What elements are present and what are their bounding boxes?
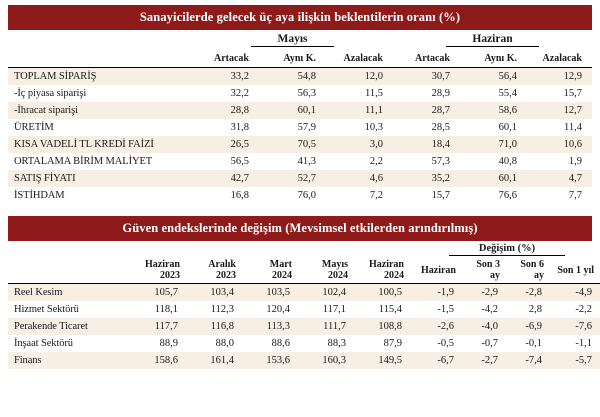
cell: 60,1 [460, 119, 527, 136]
cell: 57,3 [393, 153, 460, 170]
cell: 10,6 [527, 136, 592, 153]
cell: 32,2 [192, 85, 259, 102]
degisim-blank [300, 241, 356, 257]
degisim-blank [8, 241, 132, 257]
cell: 111,7 [300, 318, 356, 335]
cell: 33,2 [192, 68, 259, 86]
cell: 11,1 [326, 102, 393, 119]
expectations-table [8, 30, 592, 204]
cell: 71,0 [460, 136, 527, 153]
confidence-column-header-row [8, 257, 600, 284]
cell: 103,5 [244, 284, 300, 302]
cell: -1,5 [412, 301, 464, 318]
cell: 88,6 [244, 335, 300, 352]
cell: -0,7 [464, 335, 508, 352]
cell: -2,2 [552, 301, 600, 318]
cell: 87,9 [356, 335, 412, 352]
degisim-header: Değişim (%) [412, 241, 600, 257]
table-row [8, 187, 592, 204]
cell: -1,9 [412, 284, 464, 302]
confidence-title: Güven endekslerinde değişim (Mevsimsel etkilerden arındırılmış) [8, 216, 592, 241]
cell: 55,4 [460, 85, 527, 102]
row-label: -İç piyasa siparişi [8, 85, 192, 102]
confidence-table [8, 241, 600, 369]
row-label: Hizmet Sektörü [8, 301, 132, 318]
cell: 117,1 [300, 301, 356, 318]
expectations-table-block [8, 5, 592, 204]
cell: 7,7 [527, 187, 592, 204]
cell: -4,2 [464, 301, 508, 318]
cell: 118,1 [132, 301, 188, 318]
cell: 57,9 [259, 119, 326, 136]
cell: 76,0 [259, 187, 326, 204]
cell: 41,3 [259, 153, 326, 170]
row-label: KISA VADELİ TL KREDİ FAİZİ [8, 136, 192, 153]
cell: 102,4 [300, 284, 356, 302]
degisim-blank [244, 241, 300, 257]
col-haziran-azalacak: Azalacak [527, 49, 592, 68]
degisim-blank [356, 241, 412, 257]
expectations-thead [8, 30, 592, 68]
cell: 60,1 [259, 102, 326, 119]
cell: 2,2 [326, 153, 393, 170]
cell: 153,6 [244, 352, 300, 369]
row-label: Finans [8, 352, 132, 369]
column-header-blank [8, 49, 192, 68]
row-label: -İhracat siparişi [8, 102, 192, 119]
cell: 100,5 [356, 284, 412, 302]
cell: -1,1 [552, 335, 600, 352]
cell: 30,7 [393, 68, 460, 86]
table-row [8, 85, 592, 102]
cell: 35,2 [393, 170, 460, 187]
cell: 88,3 [300, 335, 356, 352]
row-label: Perakende Ticaret [8, 318, 132, 335]
cell: 16,8 [192, 187, 259, 204]
cell: 60,1 [460, 170, 527, 187]
col-degisim-haziran: Haziran [412, 257, 464, 284]
degisim-blank [188, 241, 244, 257]
cell: 105,7 [132, 284, 188, 302]
table-row [8, 136, 592, 153]
cell: 4,7 [527, 170, 592, 187]
cell: 116,8 [188, 318, 244, 335]
column-header-row [8, 49, 592, 68]
col-aralik-2023: Aralık 2023 [188, 257, 244, 284]
row-label: İnşaat Sektörü [8, 335, 132, 352]
group-header-haziran: Haziran [393, 30, 592, 49]
cell: 18,4 [393, 136, 460, 153]
cell: 12,9 [527, 68, 592, 86]
cell: 4,6 [326, 170, 393, 187]
cell: 11,4 [527, 119, 592, 136]
cell: 160,3 [300, 352, 356, 369]
col-haziran-2024: Haziran 2024 [356, 257, 412, 284]
cell: -0,1 [508, 335, 552, 352]
cell: 158,6 [132, 352, 188, 369]
cell: -2,9 [464, 284, 508, 302]
cell: 28,9 [393, 85, 460, 102]
cell: 58,6 [460, 102, 527, 119]
cell: 12,7 [527, 102, 592, 119]
cell: 28,5 [393, 119, 460, 136]
cell: 113,3 [244, 318, 300, 335]
group-header-mayis: Mayıs [192, 30, 393, 49]
col-degisim-son3ay: Son 3 ay [464, 257, 508, 284]
degisim-blank [132, 241, 188, 257]
cell: 28,7 [393, 102, 460, 119]
cell: 76,6 [460, 187, 527, 204]
table-row [8, 301, 600, 318]
cell: -7,6 [552, 318, 600, 335]
cell: 10,3 [326, 119, 393, 136]
cell: 28,8 [192, 102, 259, 119]
cell: 56,3 [259, 85, 326, 102]
col-mayis-aynik: Aynı K. [259, 49, 326, 68]
cell: 15,7 [393, 187, 460, 204]
cell: 54,8 [259, 68, 326, 86]
expectations-tbody [8, 68, 592, 205]
confidence-tbody [8, 284, 600, 370]
cell: 26,5 [192, 136, 259, 153]
cell: 88,9 [132, 335, 188, 352]
row-label: ÜRETİM [8, 119, 192, 136]
table-row [8, 335, 600, 352]
cell: -7,4 [508, 352, 552, 369]
cell: 149,5 [356, 352, 412, 369]
row-label: TOPLAM SİPARİŞ [8, 68, 192, 86]
table-row [8, 153, 592, 170]
confidence-thead [8, 241, 600, 284]
table-row [8, 119, 592, 136]
cell: 15,7 [527, 85, 592, 102]
group-header-row [8, 30, 592, 49]
row-label: Reel Kesim [8, 284, 132, 302]
group-header-blank [8, 30, 192, 49]
row-label: İSTİHDAM [8, 187, 192, 204]
block-spacer [8, 204, 592, 216]
cell: 52,7 [259, 170, 326, 187]
cell: -6,9 [508, 318, 552, 335]
cell: 42,7 [192, 170, 259, 187]
cell: -6,7 [412, 352, 464, 369]
cell: -4,0 [464, 318, 508, 335]
col-haziran-2023: Haziran 2023 [132, 257, 188, 284]
cell: 70,5 [259, 136, 326, 153]
cell: 56,5 [192, 153, 259, 170]
cell: 120,4 [244, 301, 300, 318]
cell: 56,4 [460, 68, 527, 86]
cell: 2,8 [508, 301, 552, 318]
cell: 88,0 [188, 335, 244, 352]
expectations-title: Sanayicilerde gelecek üç aya ilişkin beklentilerin oranı (%) [8, 5, 592, 30]
cell: 103,4 [188, 284, 244, 302]
col-mayis-azalacak: Azalacak [326, 49, 393, 68]
cell: -2,8 [508, 284, 552, 302]
cell: 115,4 [356, 301, 412, 318]
cell: 3,0 [326, 136, 393, 153]
row-label: ORTALAMA BİRİM MALİYET [8, 153, 192, 170]
cell: 1,9 [527, 153, 592, 170]
cell: 40,8 [460, 153, 527, 170]
row-label: SATIŞ FİYATI [8, 170, 192, 187]
cell: -0,5 [412, 335, 464, 352]
col-degisim-son6ay: Son 6 ay [508, 257, 552, 284]
confidence-table-block [8, 216, 595, 369]
degisim-header-row [8, 241, 600, 257]
cell: -2,6 [412, 318, 464, 335]
cell: 112,3 [188, 301, 244, 318]
col-mayis-artacak: Artacak [192, 49, 259, 68]
table-row [8, 352, 600, 369]
col-haziran-aynik: Aynı K. [460, 49, 527, 68]
table-row [8, 170, 592, 187]
col-degisim-son1yil: Son 1 yıl [552, 257, 600, 284]
cell: 7,2 [326, 187, 393, 204]
col-haziran-artacak: Artacak [393, 49, 460, 68]
table-row [8, 284, 600, 302]
cell: 11,5 [326, 85, 393, 102]
cell: -2,7 [464, 352, 508, 369]
cell: -4,9 [552, 284, 600, 302]
table-row [8, 68, 592, 86]
col-mart-2024: Mart 2024 [244, 257, 300, 284]
table-row [8, 102, 592, 119]
cell: 117,7 [132, 318, 188, 335]
cell: 12,0 [326, 68, 393, 86]
col-mayis-2024: Mayıs 2024 [300, 257, 356, 284]
cell: 108,8 [356, 318, 412, 335]
column-header-blank [8, 257, 132, 284]
cell: -5,7 [552, 352, 600, 369]
cell: 161,4 [188, 352, 244, 369]
cell: 31,8 [192, 119, 259, 136]
table-row [8, 318, 600, 335]
